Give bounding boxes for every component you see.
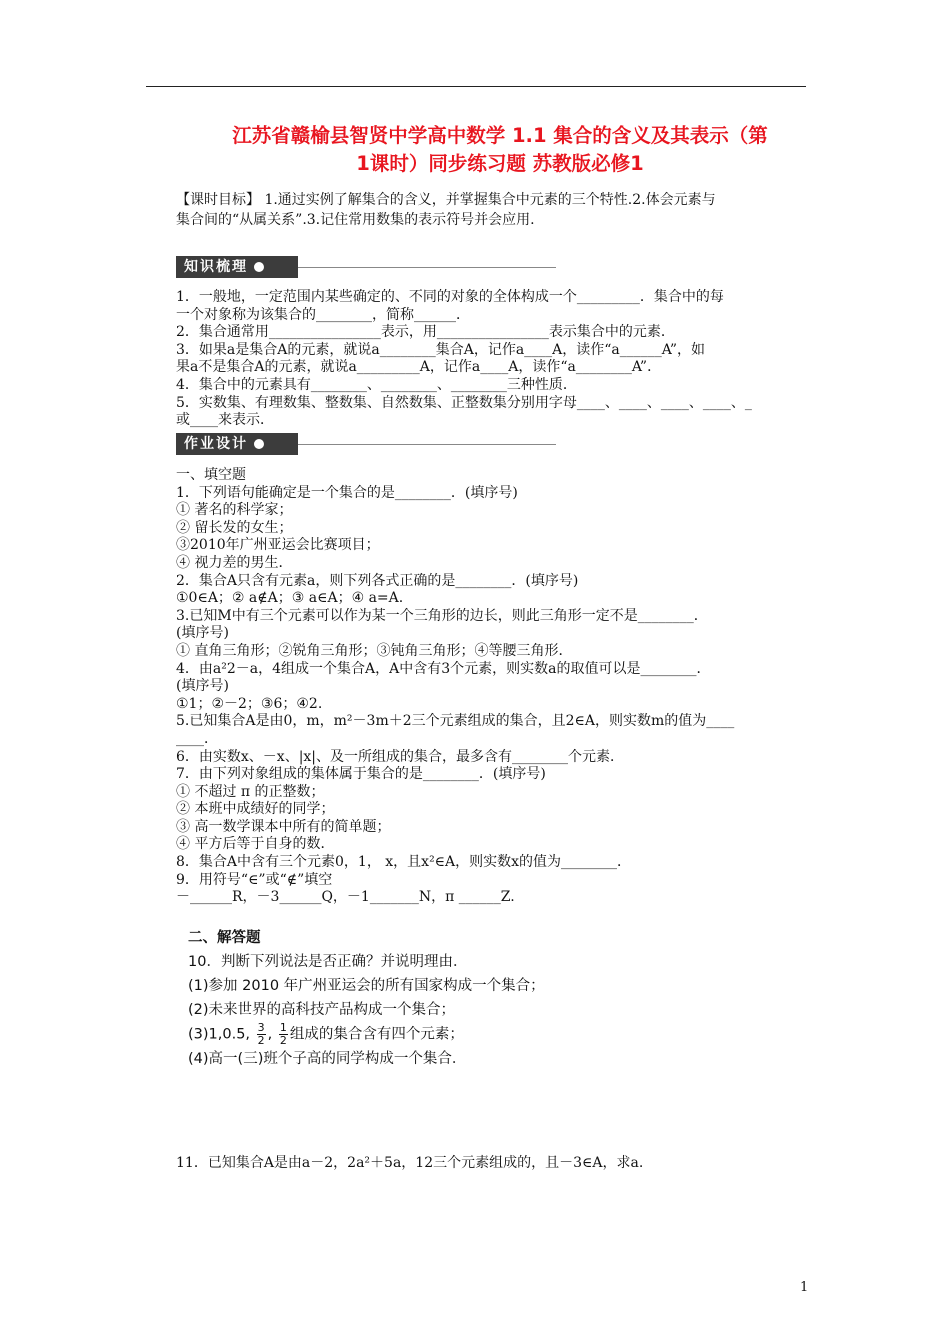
homework-line: ____．	[176, 730, 218, 747]
knowledge-banner	[176, 256, 298, 278]
homework-line: 1．下列语句能确定是一个集合的是________．(填序号)	[176, 484, 518, 501]
question-11: 11．已知集合A是由a－2，2a²＋5a，12三个元素组成的，且－3∈A，求a.	[176, 1155, 644, 1171]
q10-item-3-suffix: 组成的集合含有四个元素；	[289, 1026, 464, 1043]
homework-banner-rule	[298, 444, 556, 445]
knowledge-line: 1．一般地，一定范围内某些确定的、不同的对象的全体构成一个_________．集合中的每	[176, 289, 724, 305]
homework-line: ① 不超过 π 的正整数；	[176, 783, 325, 800]
q10-item-4: (4)高一(三)班个子高的同学构成一个集合．	[188, 1051, 467, 1067]
fraction-three-halves: $\frac{3}{2}$	[257, 1021, 265, 1047]
homework-line: 5.已知集合A是由0，m，m²－3m＋2三个元素组成的集合，且2∈A，则实数m的值为____	[176, 713, 735, 730]
q10-item-1: (1)参加 2010 年广州亚运会的所有国家构成一个集合；	[188, 978, 545, 994]
fraction-one-half: $\frac{1}{2}$	[279, 1021, 287, 1047]
title-line-1: 江苏省赣榆县智贤中学高中数学 1.1 集合的含义及其表示（第	[232, 124, 768, 147]
bullet-icon	[254, 439, 264, 449]
header-rule	[146, 86, 806, 87]
answer-heading: 二、解答题	[188, 930, 261, 946]
homework-line: ④ 视力差的男生．	[176, 554, 293, 571]
goals-line-1: 【课时目标】 1.通过实例了解集合的含义，并掌握集合中元素的三个特性.2.体会元素与	[176, 192, 716, 208]
homework-line: 6．由实数x、－x、|x|、及一所组成的集合，最多含有________个元素．	[176, 748, 625, 765]
homework-section	[176, 467, 816, 907]
homework-line: －______R，－3______Q，－1_______N，π ______Z.	[176, 889, 515, 906]
homework-line: 7．由下列对象组成的集体属于集合的是________．(填序号)	[176, 766, 546, 783]
homework-line: ② 本班中成绩好的同学；	[176, 801, 335, 818]
homework-line: ① 直角三角形；②锐角三角形；③钝角三角形；④等腰三角形．	[176, 642, 573, 659]
homework-line: 2．集合A只含有元素a，则下列各式正确的是________．(填序号)	[176, 572, 579, 589]
q10-item-3: (3)1,0.5, $\frac{3}{2}$ , $\frac{1}{2}$ 组成的集合含有四个元素；	[188, 1021, 464, 1047]
homework-line: (填序号)	[176, 678, 229, 695]
homework-line: 9．用符号“∈”或“∉”填空	[176, 871, 333, 888]
knowledge-banner-label: 知识梳理	[184, 259, 248, 275]
knowledge-line: 果a不是集合A的元素，就说a_________A，记作a____A，读作“a________A”．	[176, 359, 662, 376]
homework-line: ④ 平方后等于自身的数．	[176, 836, 335, 853]
lesson-goals	[176, 190, 816, 230]
homework-line: 8．集合A中含有三个元素0，1， x，且x²∈A，则实数x的值为________．	[176, 854, 632, 871]
title-line-2: 1课时）同步练习题 苏教版必修1	[356, 152, 644, 175]
homework-line: ② 留长发的女生；	[176, 519, 293, 536]
homework-banner	[176, 433, 298, 455]
bullet-icon	[254, 262, 264, 272]
homework-line: ①0∈A；② a∉A；③ a∈A；④ a=A.	[176, 590, 404, 607]
knowledge-banner-rule	[298, 267, 556, 268]
homework-line: ③ 高一数学课本中所有的简单题；	[176, 818, 391, 835]
document-title	[150, 122, 850, 178]
knowledge-line: 2．集合通常用________________表示，用________________表示集合中的元素．	[176, 324, 675, 341]
homework-line: ① 著名的科学家；	[176, 502, 293, 519]
homework-line: ①1；②－2；③6；④2.	[176, 695, 323, 712]
homework-line: 4．由a²2－a，4组成一个集合A，A中含有3个元素，则实数a的取值可以是________．	[176, 660, 711, 677]
q10-item-2: (2)未来世界的高科技产品构成一个集合；	[188, 1002, 456, 1018]
homework-line: 3.已知M中有三个元素可以作为某一个三角形的边长，则此三角形一定不是________．	[176, 607, 708, 624]
knowledge-line: 5．实数集、有理数集、整数集、自然数集、正整数集分别用字母____、____、____、____、_	[176, 394, 752, 411]
answer-section	[188, 926, 828, 1071]
goals-line-2: 集合间的“从属关系”.3.记住常用数集的表示符号并会应用.	[176, 212, 535, 228]
knowledge-line: 3．如果a是集合A的元素，就说a________集合A，记作a____A，读作“a______A”，如	[176, 341, 705, 358]
knowledge-line: 4．集合中的元素具有________、________、________三种性质．	[176, 376, 577, 393]
knowledge-line: 一个对象称为该集合的________，简称______．	[176, 306, 470, 323]
homework-line: 一、填空题	[176, 467, 246, 483]
homework-line: ③2010年广州亚运会比赛项目；	[176, 537, 380, 554]
knowledge-section	[176, 289, 816, 430]
question-10: 10．判断下列说法是否正确？并说明理由．	[188, 954, 468, 970]
homework-line: (填序号)	[176, 625, 229, 642]
knowledge-line: 或____来表示．	[176, 412, 274, 429]
q10-item-3-prefix: (3)1,0.5,	[188, 1026, 251, 1043]
homework-banner-label: 作业设计	[184, 436, 248, 452]
page-number: 1	[800, 1280, 809, 1295]
